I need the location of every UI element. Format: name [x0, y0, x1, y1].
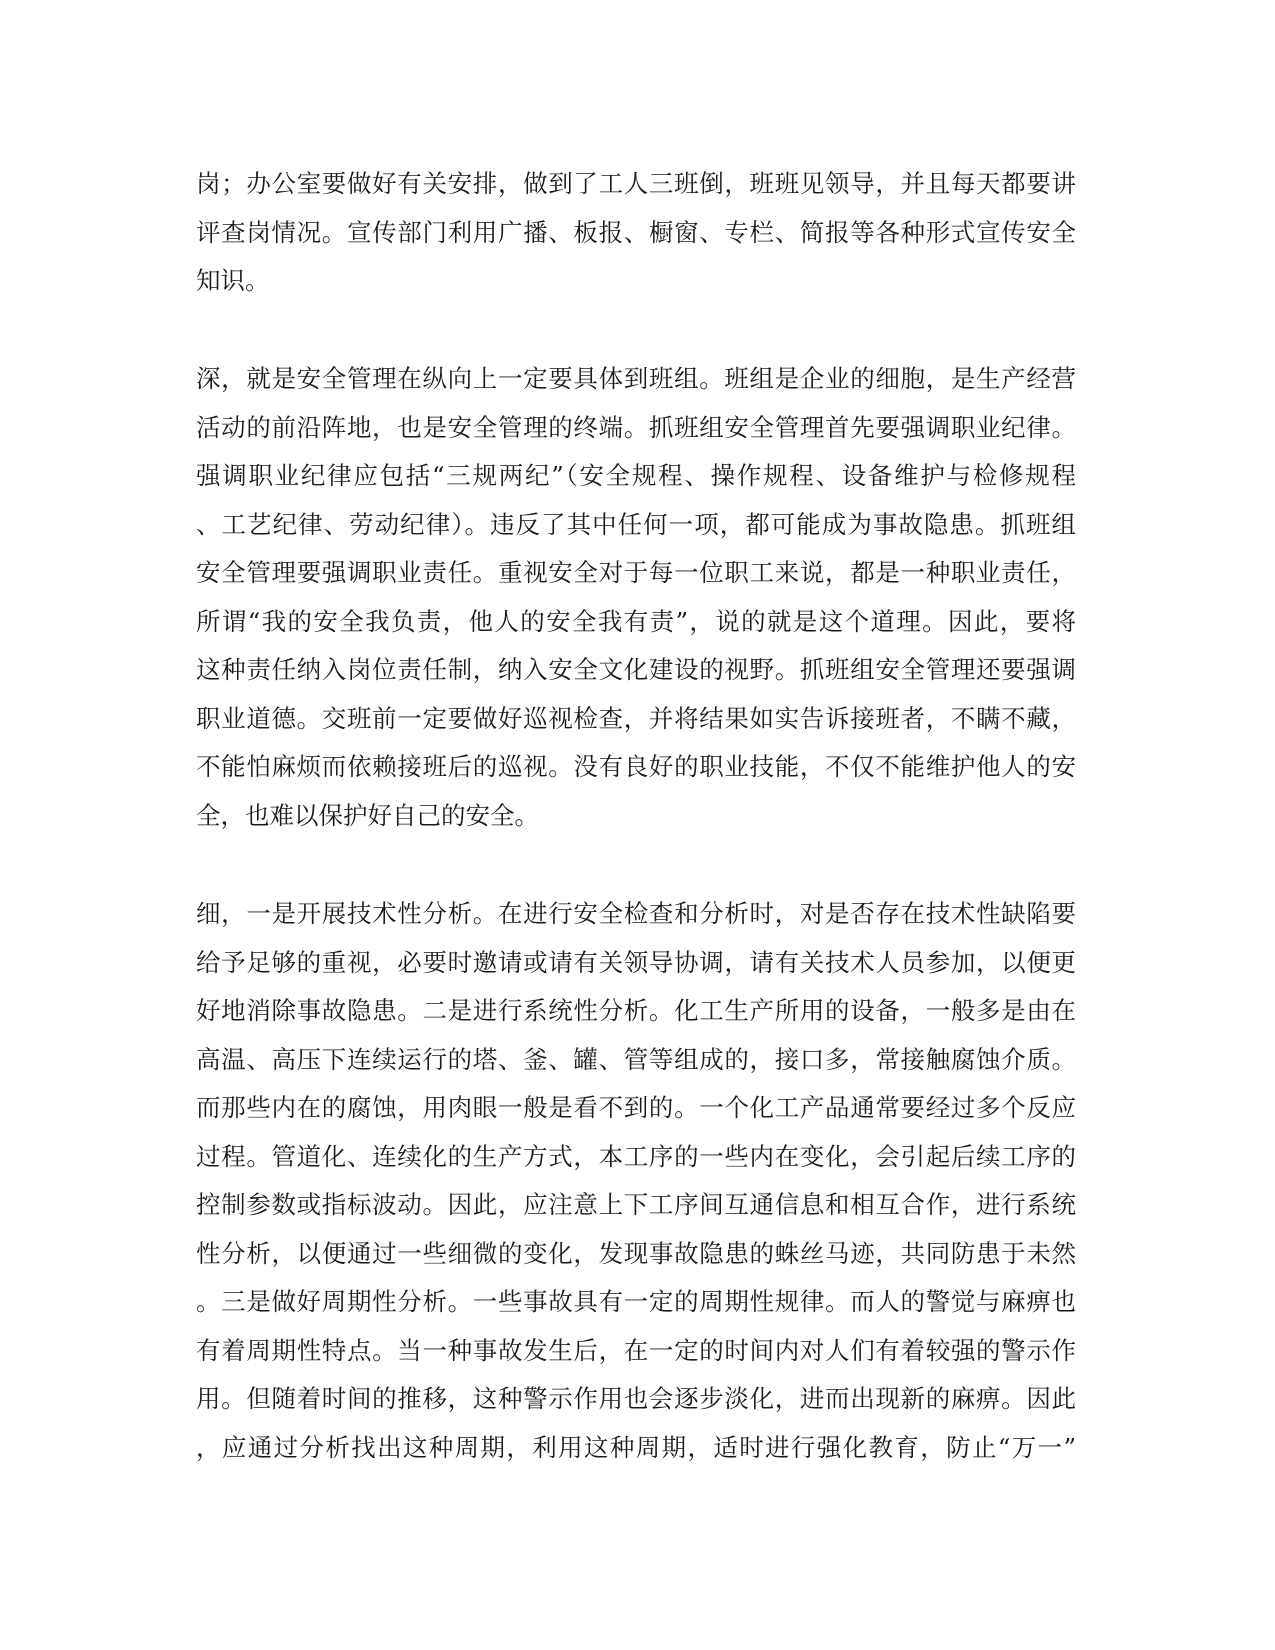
paragraph-line: 而那些内在的腐蚀，用肉眼一般是看不到的。一个化工产品通常要经过多个反应 [196, 1093, 1076, 1122]
paragraph-line: 岗；办公室要做好有关安排，做到了工人三班倒，班班见领导，并且每天都要讲 [196, 169, 1076, 198]
paragraph-line: 活动的前沿阵地，也是安全管理的终端。抓班组安全管理首先要强调职业纪律。 [196, 412, 1076, 442]
paragraph-line: 不能怕麻烦而依赖接班后的巡视。没有良好的职业技能，不仅不能维护他人的安 [196, 752, 1076, 781]
paragraph-line: 高温、高压下连续运行的塔、釜、罐、管等组成的，接口多，常接触腐蚀介质。 [196, 1044, 1076, 1074]
paragraph-3 [196, 890, 1076, 1472]
paragraph-line: 这种责任纳入岗位责任制，纳入安全文化建设的视野。抓班组安全管理还要强调 [196, 655, 1076, 684]
paragraph-line: 。三是做好周期性分析。一些事故具有一定的周期性规律。而人的警觉与麻痹也 [196, 1287, 1076, 1316]
paragraph-line: 强调职业纪律应包括“三规两纪”（安全规程、操作规程、设备维护与检修规程 [196, 461, 1076, 490]
paragraph-1 [196, 160, 1076, 306]
paragraph-line: 细，一是开展技术性分析。在进行安全检查和分析时，对是否存在技术性缺陷要 [196, 899, 1076, 928]
paragraph-line: 用。但随着时间的推移，这种警示作用也会逐步淡化，进而出现新的麻痹。因此 [196, 1384, 1076, 1413]
paragraph-line: 职业道德。交班前一定要做好巡视检查，并将结果如实告诉接班者，不瞒不藏， [196, 703, 1076, 733]
paragraph-line: 所谓“我的安全我负责，他人的安全我有责”，说的就是这个道理。因此，要将 [196, 606, 1076, 636]
paragraph-2 [196, 355, 1076, 840]
paragraph-line: 、工艺纪律、劳动纪律）。违反了其中任何一项，都可能成为事故隐患。抓班组 [196, 509, 1076, 539]
paragraph-line: 性分析，以便通过一些细微的变化，发现事故隐患的蛛丝马迹，共同防患于未然 [196, 1238, 1076, 1268]
paragraph-line: ，应通过分析找出这种周期，利用这种周期，适时进行强化教育，防止“万一” [196, 1432, 1076, 1462]
paragraph-line: 控制参数或指标波动。因此，应注意上下工序间互通信息和相互合作，进行系统 [196, 1190, 1076, 1219]
paragraph-line: 过程。管道化、连续化的生产方式，本工序的一些内在变化，会引起后续工序的 [196, 1141, 1076, 1171]
paragraph-line: 全，也难以保护好自己的安全。 [196, 800, 539, 830]
paragraph-line: 有着周期性特点。当一种事故发生后，在一定的时间内对人们有着较强的警示作 [196, 1335, 1076, 1365]
paragraph-line: 知识。 [196, 266, 270, 295]
paragraph-line: 安全管理要强调职业责任。重视安全对于每一位职工来说，都是一种职业责任， [196, 558, 1076, 587]
paragraph-line: 深，就是安全管理在纵向上一定要具体到班组。班组是企业的细胞，是生产经营 [196, 364, 1076, 393]
paragraph-line: 评查岗情况。宣传部门利用广播、板报、橱窗、专栏、简报等各种形式宣传安全 [196, 217, 1076, 247]
paragraph-line: 好地消除事故隐患。二是进行系统性分析。化工生产所用的设备，一般多是由在 [196, 996, 1076, 1025]
paragraph-line: 给予足够的重视，必要时邀请或请有关领导协调，请有关技术人员参加，以便更 [196, 947, 1076, 977]
